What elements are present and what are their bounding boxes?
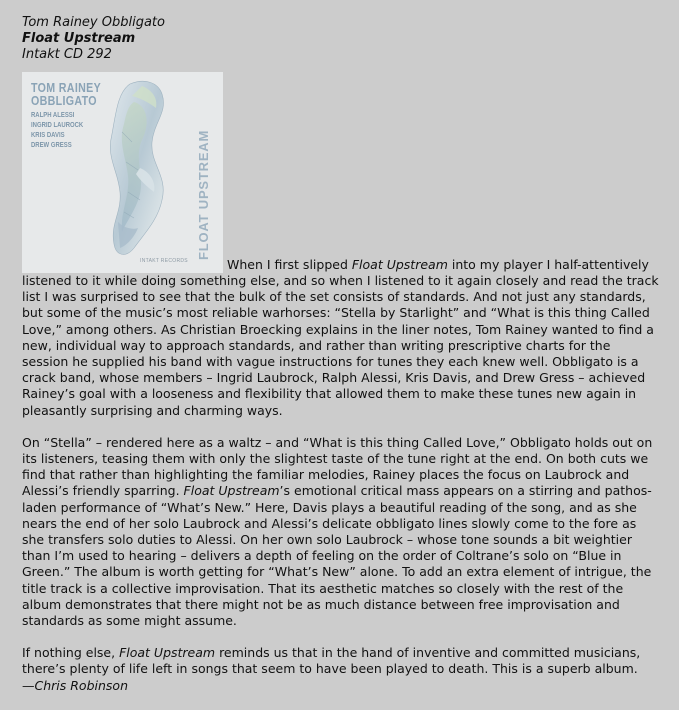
review-paragraph-1 — [22, 72, 660, 419]
cover-musician: INGRID LAUROCK — [31, 122, 84, 129]
cover-record-label: INTAKT RECORDS — [140, 258, 188, 264]
album-title: Float Upstream — [22, 31, 136, 46]
catalog-number: Intakt CD 292 — [22, 47, 112, 62]
paragraph-text: reminds us that in the hand of inventive and committed musicians, there’s plenty of life left in songs that seem to have been played to death. This is a superb album. — [22, 645, 641, 677]
cover-musician-list — [31, 111, 83, 151]
cover-artist-name — [31, 81, 121, 107]
paragraph-text: If nothing else, — [22, 645, 120, 661]
album-title-inline: Float Upstream — [351, 256, 448, 272]
cover-musician: RALPH ALESSI — [31, 112, 75, 119]
cover-musician: DREW GRESS — [31, 142, 72, 149]
author-signature: —Chris Robinson — [22, 677, 128, 693]
cover-title: FLOAT UPSTREAM — [196, 129, 211, 260]
album-cover-image — [22, 72, 223, 273]
cover-artist-line-2: OBBLIGATO — [31, 93, 97, 108]
album-title-inline: Float Upstream — [119, 645, 216, 661]
paragraph-text: On “Stella” – rendered here as a waltz – and “What is this thing Called Love,” Obbligato holds out on its listeners, teasing them with only the slightest taste of the tune right at the end. On both cuts we find that rather than highlighting the familiar melodies, Rainey places the focus on Laubrock and Alessi’s friendly sparring. — [22, 434, 653, 499]
cover-musician: KRIS DAVIS — [31, 132, 65, 139]
paragraph-text: into my player I half-attentively listened to it while doing something else, and so when I listened to it again closely and read the track list I was surprised to see that the bulk of the set consists of standards. And not just any standards, but some of the music’s most reliable warhorses: “Stella by Starlight” and “What is this thing Called Love,” among others. As Christian Broecking explains in the liner notes, Tom Rainey wanted to find a new, individual way to approach standards, and rather than writing prescriptive charts for the session he supplied his band with vague instructions for tunes they each knew well. Obbligato is a crack band, whose members – Ingrid Laubrock, Ralph Alessi, Kris Davis, and Drew Gress – achieved Rainey’s goal with a looseness and flexibility that allowed them to make these tunes new again in pleasantly surprising and charming ways. — [22, 256, 659, 418]
artist-name: Tom Rainey Obbligato — [22, 15, 165, 30]
review-paragraph-2 — [22, 435, 660, 629]
paragraph-text: When I first slipped — [227, 256, 352, 272]
album-title-inline: Float Upstream — [183, 483, 280, 499]
paragraph-text: ’s emotional critical mass appears on a stirring and pathos-laden performance of “What’s New.” Here, Davis plays a beautiful reading of the song, and as she nears the end of her solo Laubrock and Alessi’s delicate obbligato lines slowly come to the fore as she transfers solo duties to Alessi. On her own solo Laubrock – whose tone sounds a bit weightier than I’m used to hearing – delivers a depth of feeling on the order of Coltrane’s solo on “Blue in Green.” The album is worth getting for “What’s New” alone. To add an extra element of intrigue, the title track is a collective improvisation. That its aesthetic matches so closely with the rest of the album demonstrates that there might not be as much distance between free improvisation and standards as some might assume. — [22, 483, 652, 629]
review-paragraph-3 — [22, 645, 660, 694]
cover-artist-line-1: TOM RAINEY — [31, 80, 102, 95]
review-article — [22, 15, 660, 710]
